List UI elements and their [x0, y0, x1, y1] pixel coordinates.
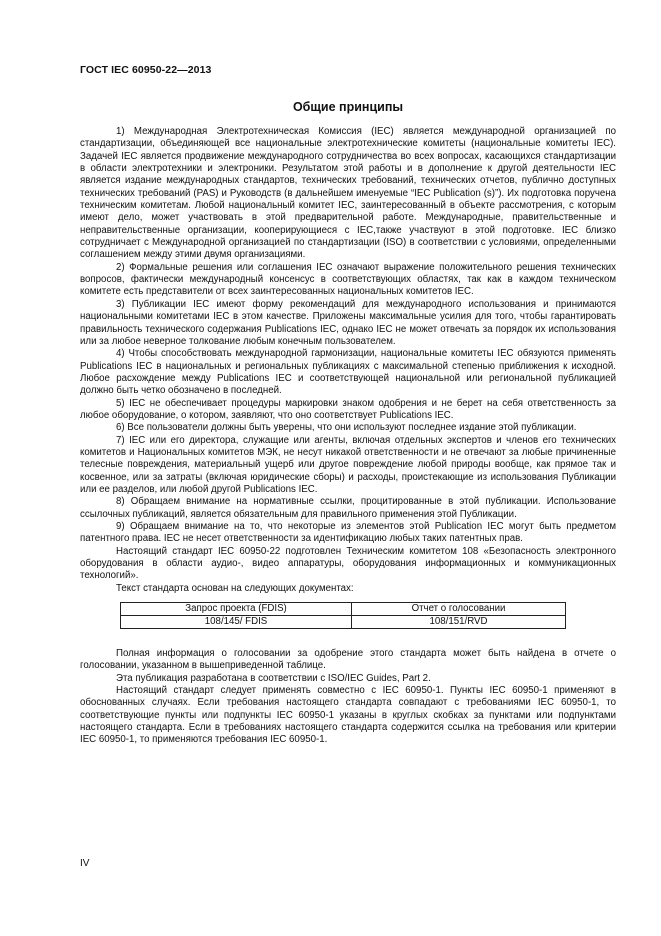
section-title: Общие принципы — [292, 100, 404, 114]
paragraph-7: 7) IEC или его директора, служащие или агенты, включая отдельных экспертов и членов его технических комитетов и Национальных комитетов МЭК, не несут никакой ответственности и не отвечают за любые причиненные телесные повреждения, материальный ущерб или другое повреждение любой природы вообще, как прямое так и косвенное, или за затраты (включая юридические сборы) и расходы, проистекающие из использования Публикации или ее разделов, или любой другой Publications IEC. — [80, 434, 616, 495]
voting-documents-table — [120, 602, 566, 629]
paragraph-iso-guides: Эта публикация разработана в соответствии с ISO/IEC Guides, Part 2. — [116, 672, 431, 684]
paragraph-6: 6) Все пользователи должны быть уверены, что они используют последнее издание этой публикации. — [116, 422, 577, 434]
paragraph-1: 1) Международная Электротехническая Комиссия (IEC) является международной организацией по стандартизации, объединяющей все национальные электротехнические комитеты (национальные комитеты IEC). Задачей IEC является продвижение международного сотрудничества во всех вопросах, касающихся стандартизации в области электротехники и электроники. Результатом этой работы и в дополнение к другой деятельности IEC является издание международных стандартов, технических требований, технических отчетов, публично доступных технических требований (PAS) и Руководств (в дальнейшем именуемые “IEC Publication (s)”). Их подготовка поручена техническим комитетам. Любой национальный комитет IEC, заинтересованный в объекте рассмотрения, с которым имеют дело, может участвовать в этой предварительной работе. Международные, правительственные и неправительственные организации, кооперирующиеся с IEC,также участвуют в этой подготовке. IEC близко сотрудничает с Международной организацией по стандартизации (ISO) в соответствии с условиями, определенными соглашением между этими двумя организациями. — [80, 126, 616, 261]
document-body — [80, 126, 616, 747]
table-header-fdis: Запрос проекта (FDIS) — [121, 603, 352, 616]
table-header-row — [121, 603, 566, 616]
paragraph-4: 4) Чтобы способствовать международной гармонизации, национальные комитеты IEC обязуются применять Publications IEC в национальных и региональных публикациях с максимальной степенью приближения к исходной. Любое расхождение между Publications IEC и соответствующей национальной или региональной публикацией должно быть четко обозначено в последней. — [80, 348, 616, 397]
paragraph-application: Настоящий стандарт следует применять совместно с IEC 60950-1. Пункты IEC 60950-1 применяют в обоснованных случаях. Если требования настоящего стандарта совпадают с требованиями IEC 60950-1, то соответствующие пункты или подпункты IEC 60950-1 указаны в круглых скобках за пунктами или подпунктами настоящего стандарта. Если в требованиях настоящего стандарта содержится ссылка на требования или критерии IEC 60950-1, то применяются требования IEC 60950-1. — [80, 685, 616, 746]
paragraph-9: 9) Обращаем внимание на то, что некоторые из элементов этой Publication IEC могут быть предметом патентного права. IEC не несет ответственности за идентификацию любых таких патентных прав. — [80, 521, 616, 545]
paragraph-standard-prepared: Настоящий стандарт IEC 60950-22 подготовлен Техническим комитетом 108 «Безопасность электронного оборудования в области аудио-, видео аппаратуры, оборудования информационных и коммуникационных технологий». — [80, 545, 616, 582]
page-number: IV — [80, 858, 90, 869]
paragraph-based-on: Текст стандарта основан на следующих документах: — [116, 582, 354, 594]
document-code-header: ГОСТ IEC 60950-22—2013 — [80, 64, 212, 76]
paragraph-8: 8) Обращаем внимание на нормативные ссылки, процитированные в этой публикации. Использование ссылочных публикаций, является обязательным для правильного применения этой Публикации. — [80, 496, 616, 520]
paragraph-3: 3) Публикации IEC имеют форму рекомендаций для международного использования и принимаются национальными комитетами IEC в этом качестве. Приложены максимальные усилия для того, чтобы гарантировать правильность технического содержания Publications IEC, однако IEC не может отвечать за порядок их использования или за любое неверное толкование любым конечным пользователем. — [80, 298, 616, 347]
table-cell-rvd: 108/151/RVD — [352, 616, 566, 629]
table-row — [121, 616, 566, 629]
paragraph-5: 5) IEC не обеспечивает процедуры маркировки знаком одобрения и не берет на себя ответственность за любое оборудование, о котором, заявляют, что оно соответствует Publications IEC. — [80, 397, 616, 421]
paragraph-voting-info: Полная информация о голосовании за одобрение этого стандарта может быть найдена в отчете о голосовании, указанном в вышеприведенной таблице. — [80, 648, 616, 672]
paragraph-2: 2) Формальные решения или соглашения IEC означают выражение положительного решения технических вопросов, фактически международный консенсус в соответствующих областях, так как в каждом техническом комитете есть представители от всех заинтересованных национальных комитетов IEC. — [80, 261, 616, 298]
table-header-rvd: Отчет о голосовании — [352, 603, 566, 616]
table-cell-fdis: 108/145/ FDIS — [121, 616, 352, 629]
